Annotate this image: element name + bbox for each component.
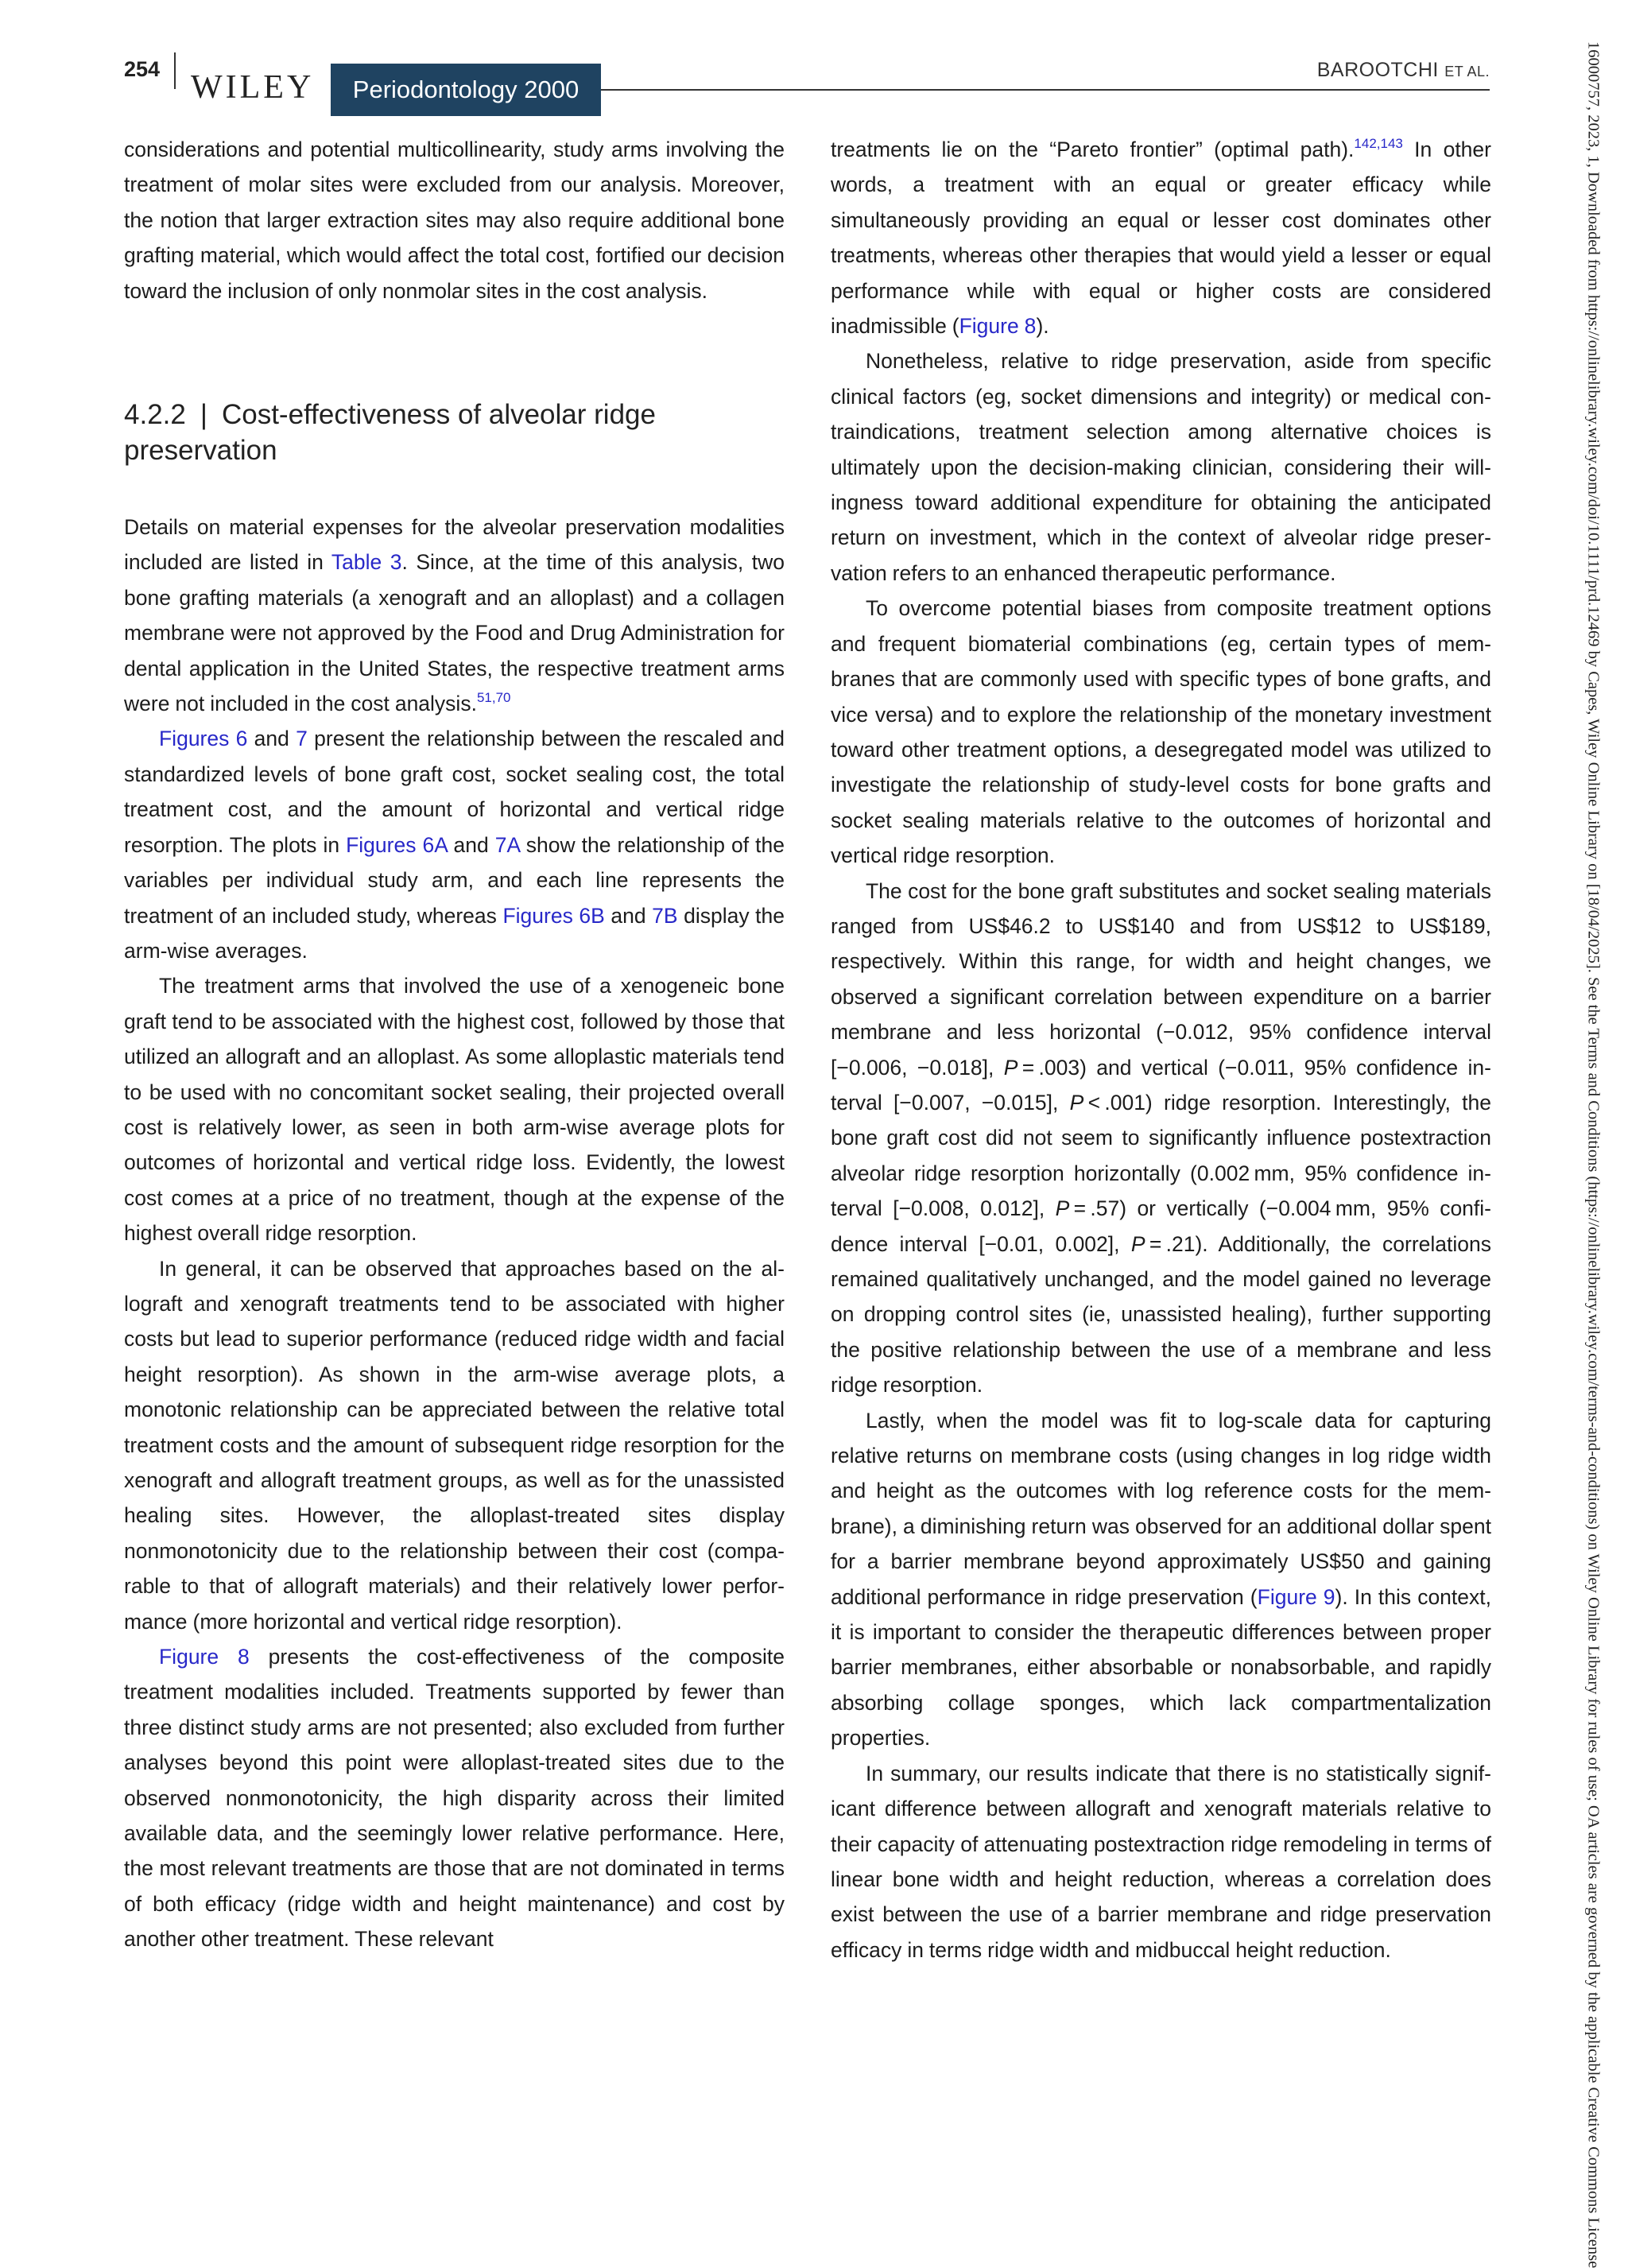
paragraph: The treatment arms that involved the use of a xenogeneic bone graft tend to be associated with the highest cost, followed by those that utilized an allograft and an alloplast. As some alloplastic materials tend to be used with no concomitant socket sealing, their projected overall cost is relatively lower, as seen in both arm-wise average plots for outcomes of horizontal and vertical ridge loss. Evidently, the lowest cost comes at a price of no treatment, though at the expense of the highest overall ridge resorption. [124,974,785,1246]
figure-6b-link[interactable]: Figures 6B [502,903,605,928]
paragraph: In general, it can be observed that approaches based on the allograft and xenograft treatments tend to be associated with higher costs but lead to superior performance (reduced ridge width and facial height resorption). As shown in the arm-wise average plots, a monotonic relationship can be appreciated between the relative total treatment costs and the amount of subsequent ridge resorption for the xenograft and allograft treatment groups, as well as for the unassisted healing sites. However, the alloplast-treated sites display nonmonotonicity due to the relationship between their cost (comparable to that of allograft materials) and their relatively lower performance (more horizontal and vertical ridge resorption). [124,1256,785,1634]
table-3-link[interactable]: Table 3 [331,550,402,575]
citation-link[interactable]: 142,143 [1354,136,1403,151]
text-run: = .003) and vertical (−0.011, 95% confidence interval [−0.007, −0.015], [831,1055,1491,1115]
text-run: = .21). Additionally, the correlations remained qualitatively unchanged, and the model gained no leverage on dropping control sites (ie, unassisted healing), further supporting the positive relationship between the use of a membrane and less ridge resorption. [831,1231,1491,1398]
p-value-label: P [1130,1231,1145,1256]
paragraph: In summary, our results indicate that there is no statistically significant difference between allograft and xenograft materials relative to their capacity of attenuating postextraction ridge remodeling in terms of linear bone width and height reduction, whereas a correlation does exist between the use of a barrier membrane and ridge preservation efficacy in terms ridge width and midbuccal height reduction. [831,1761,1491,1962]
running-author-suffix: ET AL. [1444,64,1490,79]
page-header [0,0,1628,127]
license-sidebar: 16000757, 2023, 1, Downloaded from https://onlinelibrary.wiley.com/doi/10.1111/prd.12469 by Capes, Wiley Online Library on [18/04/2025]. See the Terms and Conditions (https://onlinelibrary.wiley.com/terms-and-conditions) on Wiley Online Library for rules of use; OA articles are governed by the applicable Creative Commons License [1584,41,1603,2268]
right-column [831,132,1491,1968]
text-run: treatments lie on the “Pareto frontier” (optimal path). [831,138,1355,161]
paragraph [831,874,1491,1403]
text-run: < .001) ridge resorption. Interestingly, the bone graft cost did not seem to significantly influence postextraction alveolar ridge resorption horizontally (0.002 mm, 95% confidence interval [−0.008, 0.012], [831,1090,1491,1221]
paragraph: Nonetheless, relative to ridge preservation, aside from specific clinical factors (eg, socket dimensions and integrity) or medical contraindications, treatment selection among alternative choices is ultimately upon the decision-making clinician, considering their willingness toward additional expenditure for obtaining the anticipated return on investment, which in the context of alveolar ridge preservation refers to an enhanced therapeutic performance. [831,349,1491,585]
text-run: Lastly, when the model was fit to log-scale data for capturing relative returns on membrane costs (using changes in log ridge width and height as the outcomes with log reference costs for the membrane), a diminishing return was observed for an additional dollar spent for a barrier membrane beyond approximately US$50 and gaining additional performance in ridge preservation ( [831,1408,1491,1609]
running-author-name: BAROOTCHI [1316,59,1439,81]
text-run: show the relationship of the variables per individual study arm, and each line represents the treatment of an included study, whereas [124,832,785,928]
text-run: = .57) or vertically (−0.004 mm, 95% confidence interval [−0.01, 0.002], [831,1196,1491,1256]
left-column [124,132,785,1957]
paragraph: To overcome potential biases from composite treatment options and frequent biomaterial combinations (eg, certain types of membranes that are commonly used with specific types of bone grafts, and vice versa) and to explore the relationship of the monetary investment toward other treatment options, a desegregated model was utilized to investigate the relationship of study-level costs for bone grafts and socket sealing materials relative to the outcomes of horizontal and vertical ridge resorption. [831,596,1491,868]
text-run: . Since, at the time of this analysis, two bone grafting materials (a xenograft and an alloplast) and a collagen membrane were not approved by the Food and Drug Administration for dental application in the United States, the respective treatment arms were not included in the cost analysis. [124,550,785,716]
figure-6-link[interactable]: Figures 6 [159,727,248,751]
text-run: ). In this context, it is important to consider the therapeutic differences between proper barrier membranes, either absorbable or nonabsorbable, and rapidly absorbing collage sponges, which lack compartmentalization properties. [831,1584,1491,1750]
p-value-label: P [1069,1090,1084,1115]
citation-link[interactable]: 51,70 [476,690,511,706]
figure-8-link[interactable]: Figure 8 [159,1645,250,1669]
text-run: and [604,903,653,928]
page-number: 254 [124,57,161,81]
figure-7-link[interactable]: 7 [296,727,308,751]
p-value-label: P [1055,1196,1070,1221]
figure-6a-link[interactable]: Figures 6A [346,832,448,857]
section-number: 4.2.2 [124,399,186,431]
paragraph [124,510,785,721]
text-run: In other words, a treatment with an equal or greater efficacy while simultaneously providing an equal or lesser cost dominates other treatments, whereas other therapies that would yield a lesser or equal performance while with equal or higher costs are considered inadmissible ( [831,138,1491,339]
figure-7a-link[interactable]: 7A [494,832,520,857]
text-run: display the arm-wise averages. [124,903,785,963]
section-heading [124,397,785,468]
text-run: ). [1036,314,1049,339]
paragraph [831,132,1491,343]
wiley-logo: WILEY [191,69,315,106]
journal-name-badge: Periodontology 2000 [331,64,601,116]
text-run: and [447,832,495,857]
text-run: presents the cost-effectiveness of the composite treatment modalities included. Treatments supported by fewer than three distinct study arms are not presented; also excluded from further analyses beyond this point were alloplast-treated sites due to the observed nonmonotonicity, the high disparity across their limited available data, and the seemingly lower relative performance. Here, the most relevant treatments are those that are not dominated in terms of both efficacy (ridge width and height maintenance) and cost by another other treatment. These relevant [124,1645,785,1952]
paragraph: considerations and potential multicollinearity, study arms involving the treatment of molar sites were excluded from our analysis. Moreover, the notion that larger extraction sites may also require additional bone grafting material, which would affect the total cost, fortified our decision toward the inclusion of only nonmolar sites in the cost analysis. [124,138,785,303]
figure-8-link[interactable]: Figure 8 [959,314,1037,339]
figure-9-link[interactable]: Figure 9 [1257,1584,1335,1609]
p-value-label: P [1003,1055,1018,1080]
paragraph [124,721,785,968]
text-run: and [247,727,297,751]
paragraph [831,1403,1491,1756]
paragraph [124,1639,785,1957]
section-title: Cost-effectiveness of alveolar ridge preservation [124,399,656,467]
text-run: The cost for the bone graft substitutes and socket sealing materials ranged from US$46.2 to US$140 and from US$12 to US$189, respectively. Within this range, for width and height changes, we observed a significant correlation between expenditure on a barrier membrane and less horizontal (−0.012, 95% confidence interval [−0.006, −0.018], [831,878,1491,1080]
header-tick-divider [174,52,176,89]
section-separator: | [200,399,207,431]
text-run: present the relationship between the rescaled and standardized levels of bone graft cost, socket sealing cost, the total treatment cost, and the amount of horizontal and vertical ridge resorption. The plots in [124,727,785,857]
text-run: Details on material expenses for the alveolar preservation modalities included are listed in [124,515,785,575]
running-author [1317,59,1490,82]
figure-7b-link[interactable]: 7B [652,903,678,928]
